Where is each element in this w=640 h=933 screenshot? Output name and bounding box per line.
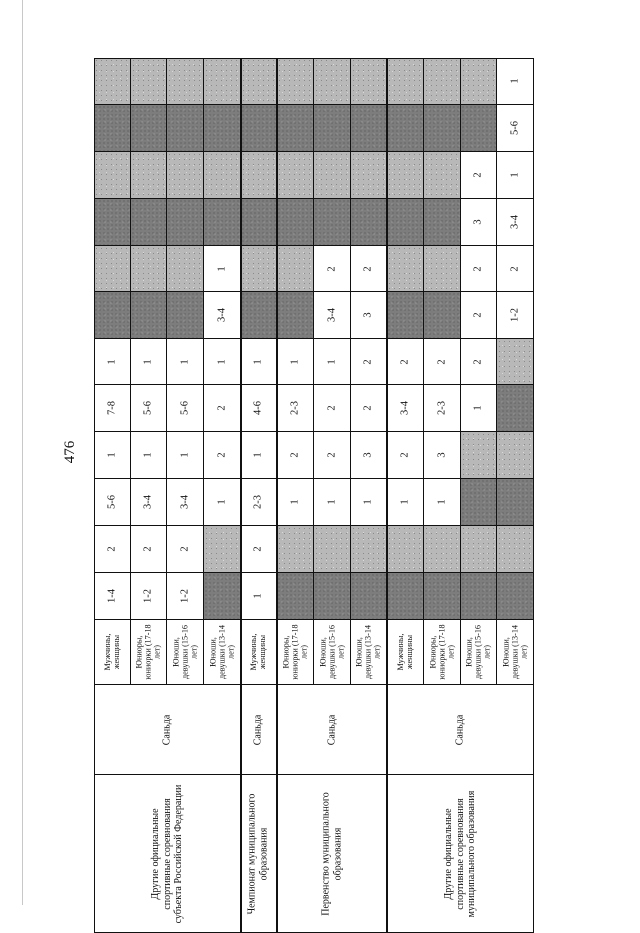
value-cell	[204, 526, 241, 573]
value-cell	[387, 58, 424, 105]
value-cell	[461, 292, 498, 339]
value-cell	[277, 199, 314, 246]
value-text: 2	[252, 546, 264, 552]
group-separator	[276, 58, 278, 933]
value-cell	[131, 246, 168, 292]
value-cell	[351, 199, 388, 246]
value-text: 1-2	[509, 308, 521, 322]
value-cell	[94, 58, 131, 105]
value-text: 3	[362, 452, 374, 458]
value-text: 5-6	[179, 401, 191, 415]
value-cell	[241, 105, 278, 152]
value-cell	[167, 573, 204, 620]
value-cell	[497, 573, 534, 620]
value-cell	[424, 152, 461, 199]
value-text: 1	[252, 593, 264, 599]
group-label-cell	[241, 620, 278, 685]
group-separator	[240, 58, 242, 933]
value-text: 1	[142, 358, 154, 365]
value-cell	[241, 573, 278, 620]
value-cell	[241, 58, 278, 105]
competition-label: Другие официальные спортивные соревнования муниципального образования	[442, 790, 477, 917]
value-text: 2	[472, 265, 484, 272]
value-cell	[351, 526, 388, 573]
group-label-cell	[387, 620, 424, 685]
value-cell	[241, 479, 278, 526]
competition-cell	[94, 775, 241, 933]
value-cell	[131, 479, 168, 526]
value-cell	[314, 58, 351, 105]
group-separator	[386, 58, 388, 933]
group-label-cell	[314, 620, 351, 685]
value-cell	[497, 432, 534, 479]
value-cell	[424, 479, 461, 526]
value-text: 5-6	[142, 401, 154, 415]
value-cell	[387, 479, 424, 526]
value-cell	[277, 432, 314, 479]
value-cell	[461, 58, 498, 105]
value-cell	[314, 105, 351, 152]
page-number: 476	[62, 440, 78, 464]
value-text: 4-6	[252, 401, 264, 415]
value-cell	[131, 526, 168, 573]
value-cell	[314, 246, 351, 292]
value-cell	[277, 152, 314, 199]
value-cell	[94, 292, 131, 339]
value-cell	[351, 573, 388, 620]
group-label: Юниоры, юниорки (17-18 лет)	[134, 624, 162, 680]
value-cell	[461, 526, 498, 573]
value-cell	[167, 432, 204, 479]
value-cell	[314, 479, 351, 526]
value-text: 2	[399, 452, 411, 458]
value-cell	[167, 526, 204, 573]
value-cell	[204, 246, 241, 292]
value-text: 1	[106, 452, 118, 458]
value-text: 1	[362, 499, 374, 505]
value-cell	[497, 479, 534, 526]
value-cell	[351, 105, 388, 152]
value-cell	[461, 105, 498, 152]
value-text: 5-6	[106, 495, 118, 509]
value-cell	[387, 432, 424, 479]
value-cell	[314, 432, 351, 479]
value-cell	[204, 199, 241, 246]
value-cell	[461, 385, 498, 432]
value-text: 2	[436, 358, 448, 365]
value-cell	[204, 58, 241, 105]
value-cell	[387, 152, 424, 199]
value-text: 1	[216, 499, 228, 505]
value-cell	[497, 58, 534, 105]
value-text: 2	[472, 172, 484, 178]
value-cell	[461, 479, 498, 526]
value-text: 1	[509, 78, 521, 84]
value-text: 3-4	[509, 215, 521, 229]
value-cell	[497, 526, 534, 573]
value-cell	[387, 526, 424, 573]
value-cell	[277, 58, 314, 105]
value-cell	[94, 526, 131, 573]
value-cell	[387, 573, 424, 620]
value-cell	[351, 385, 388, 432]
value-cell	[131, 339, 168, 385]
discipline-label: Саньда	[252, 714, 264, 745]
group-label-cell	[497, 620, 534, 685]
value-text: 2	[399, 358, 411, 365]
group-label: Юноши, девушки (15-16 лет)	[318, 624, 346, 680]
value-cell	[351, 246, 388, 292]
value-cell	[277, 573, 314, 620]
value-text: 1	[252, 358, 264, 365]
value-cell	[131, 152, 168, 199]
value-cell	[241, 292, 278, 339]
value-text: 3-4	[216, 308, 228, 322]
value-cell	[314, 292, 351, 339]
value-cell	[424, 339, 461, 385]
value-text: 3-4	[326, 308, 338, 322]
value-cell	[131, 432, 168, 479]
value-text: 3-4	[399, 401, 411, 415]
value-text: 1	[142, 452, 154, 458]
value-cell	[387, 339, 424, 385]
value-text: 1	[472, 405, 484, 411]
value-text: 2-3	[289, 401, 301, 415]
value-text: 1	[179, 358, 191, 365]
value-text: 1	[106, 358, 118, 365]
value-cell	[424, 246, 461, 292]
value-cell	[241, 339, 278, 385]
value-text: 3	[436, 452, 448, 458]
value-cell	[167, 292, 204, 339]
value-cell	[277, 385, 314, 432]
group-label-cell	[461, 620, 498, 685]
value-text: 7-8	[106, 401, 118, 415]
value-text: 1	[399, 499, 411, 505]
competition-cell	[277, 775, 387, 933]
value-text: 3-4	[142, 495, 154, 509]
value-text: 2	[362, 405, 374, 411]
group-label-cell	[167, 620, 204, 685]
value-text: 1	[289, 358, 301, 365]
value-text: 1	[326, 499, 338, 505]
discipline-cell	[277, 685, 387, 775]
value-cell	[167, 339, 204, 385]
group-label: Мужчины, женщины	[102, 633, 121, 671]
value-cell	[167, 105, 204, 152]
discipline-cell	[241, 685, 278, 775]
value-cell	[241, 152, 278, 199]
value-text: 2	[289, 452, 301, 458]
value-cell	[167, 385, 204, 432]
value-cell	[497, 292, 534, 339]
value-cell	[131, 105, 168, 152]
value-cell	[351, 339, 388, 385]
competition-label: Первенство муниципального образования	[320, 791, 343, 916]
value-text: 2	[472, 358, 484, 365]
scan-edge-line	[22, 0, 23, 905]
value-cell	[277, 339, 314, 385]
value-cell	[277, 479, 314, 526]
value-cell	[424, 105, 461, 152]
discipline-label: Саньда	[454, 714, 466, 745]
group-label: Юноши, девушки (13-14 лет)	[208, 624, 236, 680]
value-cell	[204, 292, 241, 339]
group-label-cell	[204, 620, 241, 685]
value-cell	[387, 105, 424, 152]
group-label: Юноши, девушки (15-16 лет)	[464, 624, 492, 680]
value-cell	[94, 199, 131, 246]
value-text: 2	[509, 265, 521, 272]
value-cell	[461, 339, 498, 385]
value-cell	[277, 246, 314, 292]
group-label: Мужчины, женщины	[396, 633, 415, 671]
value-text: 2	[326, 452, 338, 458]
value-cell	[314, 385, 351, 432]
group-label: Юниоры, юниорки (17-18 лет)	[428, 624, 456, 680]
value-cell	[314, 526, 351, 573]
group-label: Юноши, девушки (13-14 лет)	[501, 624, 529, 680]
value-cell	[94, 246, 131, 292]
value-cell	[94, 573, 131, 620]
value-cell	[131, 292, 168, 339]
group-label-cell	[424, 620, 461, 685]
group-label: Мужчины, женщины	[249, 633, 268, 671]
discipline-label: Саньда	[326, 714, 338, 745]
group-label-cell	[94, 620, 131, 685]
value-cell	[461, 152, 498, 199]
value-cell	[424, 432, 461, 479]
value-text: 2	[326, 265, 338, 272]
value-cell	[167, 152, 204, 199]
value-cell	[241, 526, 278, 573]
value-cell	[314, 573, 351, 620]
group-label: Юноши, девушки (15-16 лет)	[171, 624, 199, 680]
discipline-cell	[387, 685, 534, 775]
value-text: 1	[289, 499, 301, 505]
value-text: 2	[362, 265, 374, 272]
value-cell	[94, 432, 131, 479]
value-cell	[167, 58, 204, 105]
value-cell	[204, 385, 241, 432]
value-text: 2-3	[252, 495, 264, 509]
value-cell	[204, 339, 241, 385]
value-cell	[131, 573, 168, 620]
value-cell	[94, 105, 131, 152]
competition-cell	[387, 775, 534, 933]
value-text: 2	[472, 312, 484, 318]
competition-label: Другие официальные спортивные соревнования субъекта Российской Федерации	[149, 784, 184, 923]
value-text: 1	[326, 358, 338, 365]
discipline-cell	[94, 685, 241, 775]
value-cell	[387, 385, 424, 432]
value-text: 3	[362, 312, 374, 318]
value-cell	[424, 385, 461, 432]
value-cell	[387, 292, 424, 339]
value-text: 2	[142, 546, 154, 552]
value-cell	[424, 58, 461, 105]
value-cell	[241, 432, 278, 479]
value-cell	[131, 199, 168, 246]
value-cell	[94, 339, 131, 385]
value-cell	[351, 292, 388, 339]
value-cell	[497, 152, 534, 199]
value-cell	[497, 105, 534, 152]
value-text: 1-2	[142, 589, 154, 603]
value-cell	[314, 152, 351, 199]
group-label: Юноши, девушки (13-14 лет)	[354, 624, 382, 680]
value-cell	[424, 292, 461, 339]
discipline-label: Саньда	[161, 714, 173, 745]
value-text: 1	[509, 172, 521, 178]
value-text: 2	[362, 358, 374, 365]
value-cell	[424, 526, 461, 573]
value-cell	[497, 199, 534, 246]
value-cell	[204, 152, 241, 199]
value-text: 1	[436, 499, 448, 505]
value-cell	[424, 199, 461, 246]
value-cell	[461, 199, 498, 246]
value-cell	[94, 385, 131, 432]
value-text: 2-3	[436, 401, 448, 415]
value-cell	[94, 152, 131, 199]
value-text: 2	[326, 405, 338, 411]
value-text: 2	[216, 405, 228, 411]
group-label-cell	[351, 620, 388, 685]
value-cell	[314, 339, 351, 385]
value-cell	[167, 199, 204, 246]
value-text: 1	[252, 452, 264, 458]
value-cell	[277, 292, 314, 339]
value-cell	[167, 246, 204, 292]
value-cell	[314, 199, 351, 246]
value-cell	[497, 339, 534, 385]
value-cell	[497, 246, 534, 292]
value-cell	[241, 246, 278, 292]
value-cell	[241, 385, 278, 432]
value-text: 3-4	[179, 495, 191, 509]
value-cell	[241, 199, 278, 246]
value-cell	[461, 246, 498, 292]
value-cell	[497, 385, 534, 432]
value-cell	[387, 246, 424, 292]
value-text: 1	[179, 452, 191, 458]
value-text: 3	[472, 219, 484, 225]
value-cell	[204, 432, 241, 479]
value-cell	[131, 385, 168, 432]
value-cell	[94, 479, 131, 526]
value-text: 1	[216, 265, 228, 272]
group-label: Юниоры, юниорки (17-18 лет)	[281, 624, 309, 680]
competition-cell	[241, 775, 278, 933]
group-label-cell	[277, 620, 314, 685]
value-cell	[204, 573, 241, 620]
value-cell	[277, 105, 314, 152]
value-text: 1	[216, 358, 228, 365]
value-cell	[461, 432, 498, 479]
value-cell	[204, 479, 241, 526]
value-cell	[351, 432, 388, 479]
value-cell	[351, 152, 388, 199]
value-text: 2	[179, 546, 191, 552]
value-cell	[387, 199, 424, 246]
value-text: 2	[216, 452, 228, 458]
value-text: 5-6	[509, 121, 521, 135]
value-cell	[461, 573, 498, 620]
value-cell	[351, 479, 388, 526]
group-label-cell	[131, 620, 168, 685]
value-cell	[424, 573, 461, 620]
value-cell	[351, 58, 388, 105]
value-text: 1-2	[179, 589, 191, 603]
value-text: 1-4	[106, 589, 118, 603]
value-cell	[167, 479, 204, 526]
competition-label: Чемпионат муниципального образования	[246, 793, 270, 914]
value-cell	[277, 526, 314, 573]
value-cell	[204, 105, 241, 152]
value-text: 2	[106, 546, 118, 552]
value-cell	[131, 58, 168, 105]
